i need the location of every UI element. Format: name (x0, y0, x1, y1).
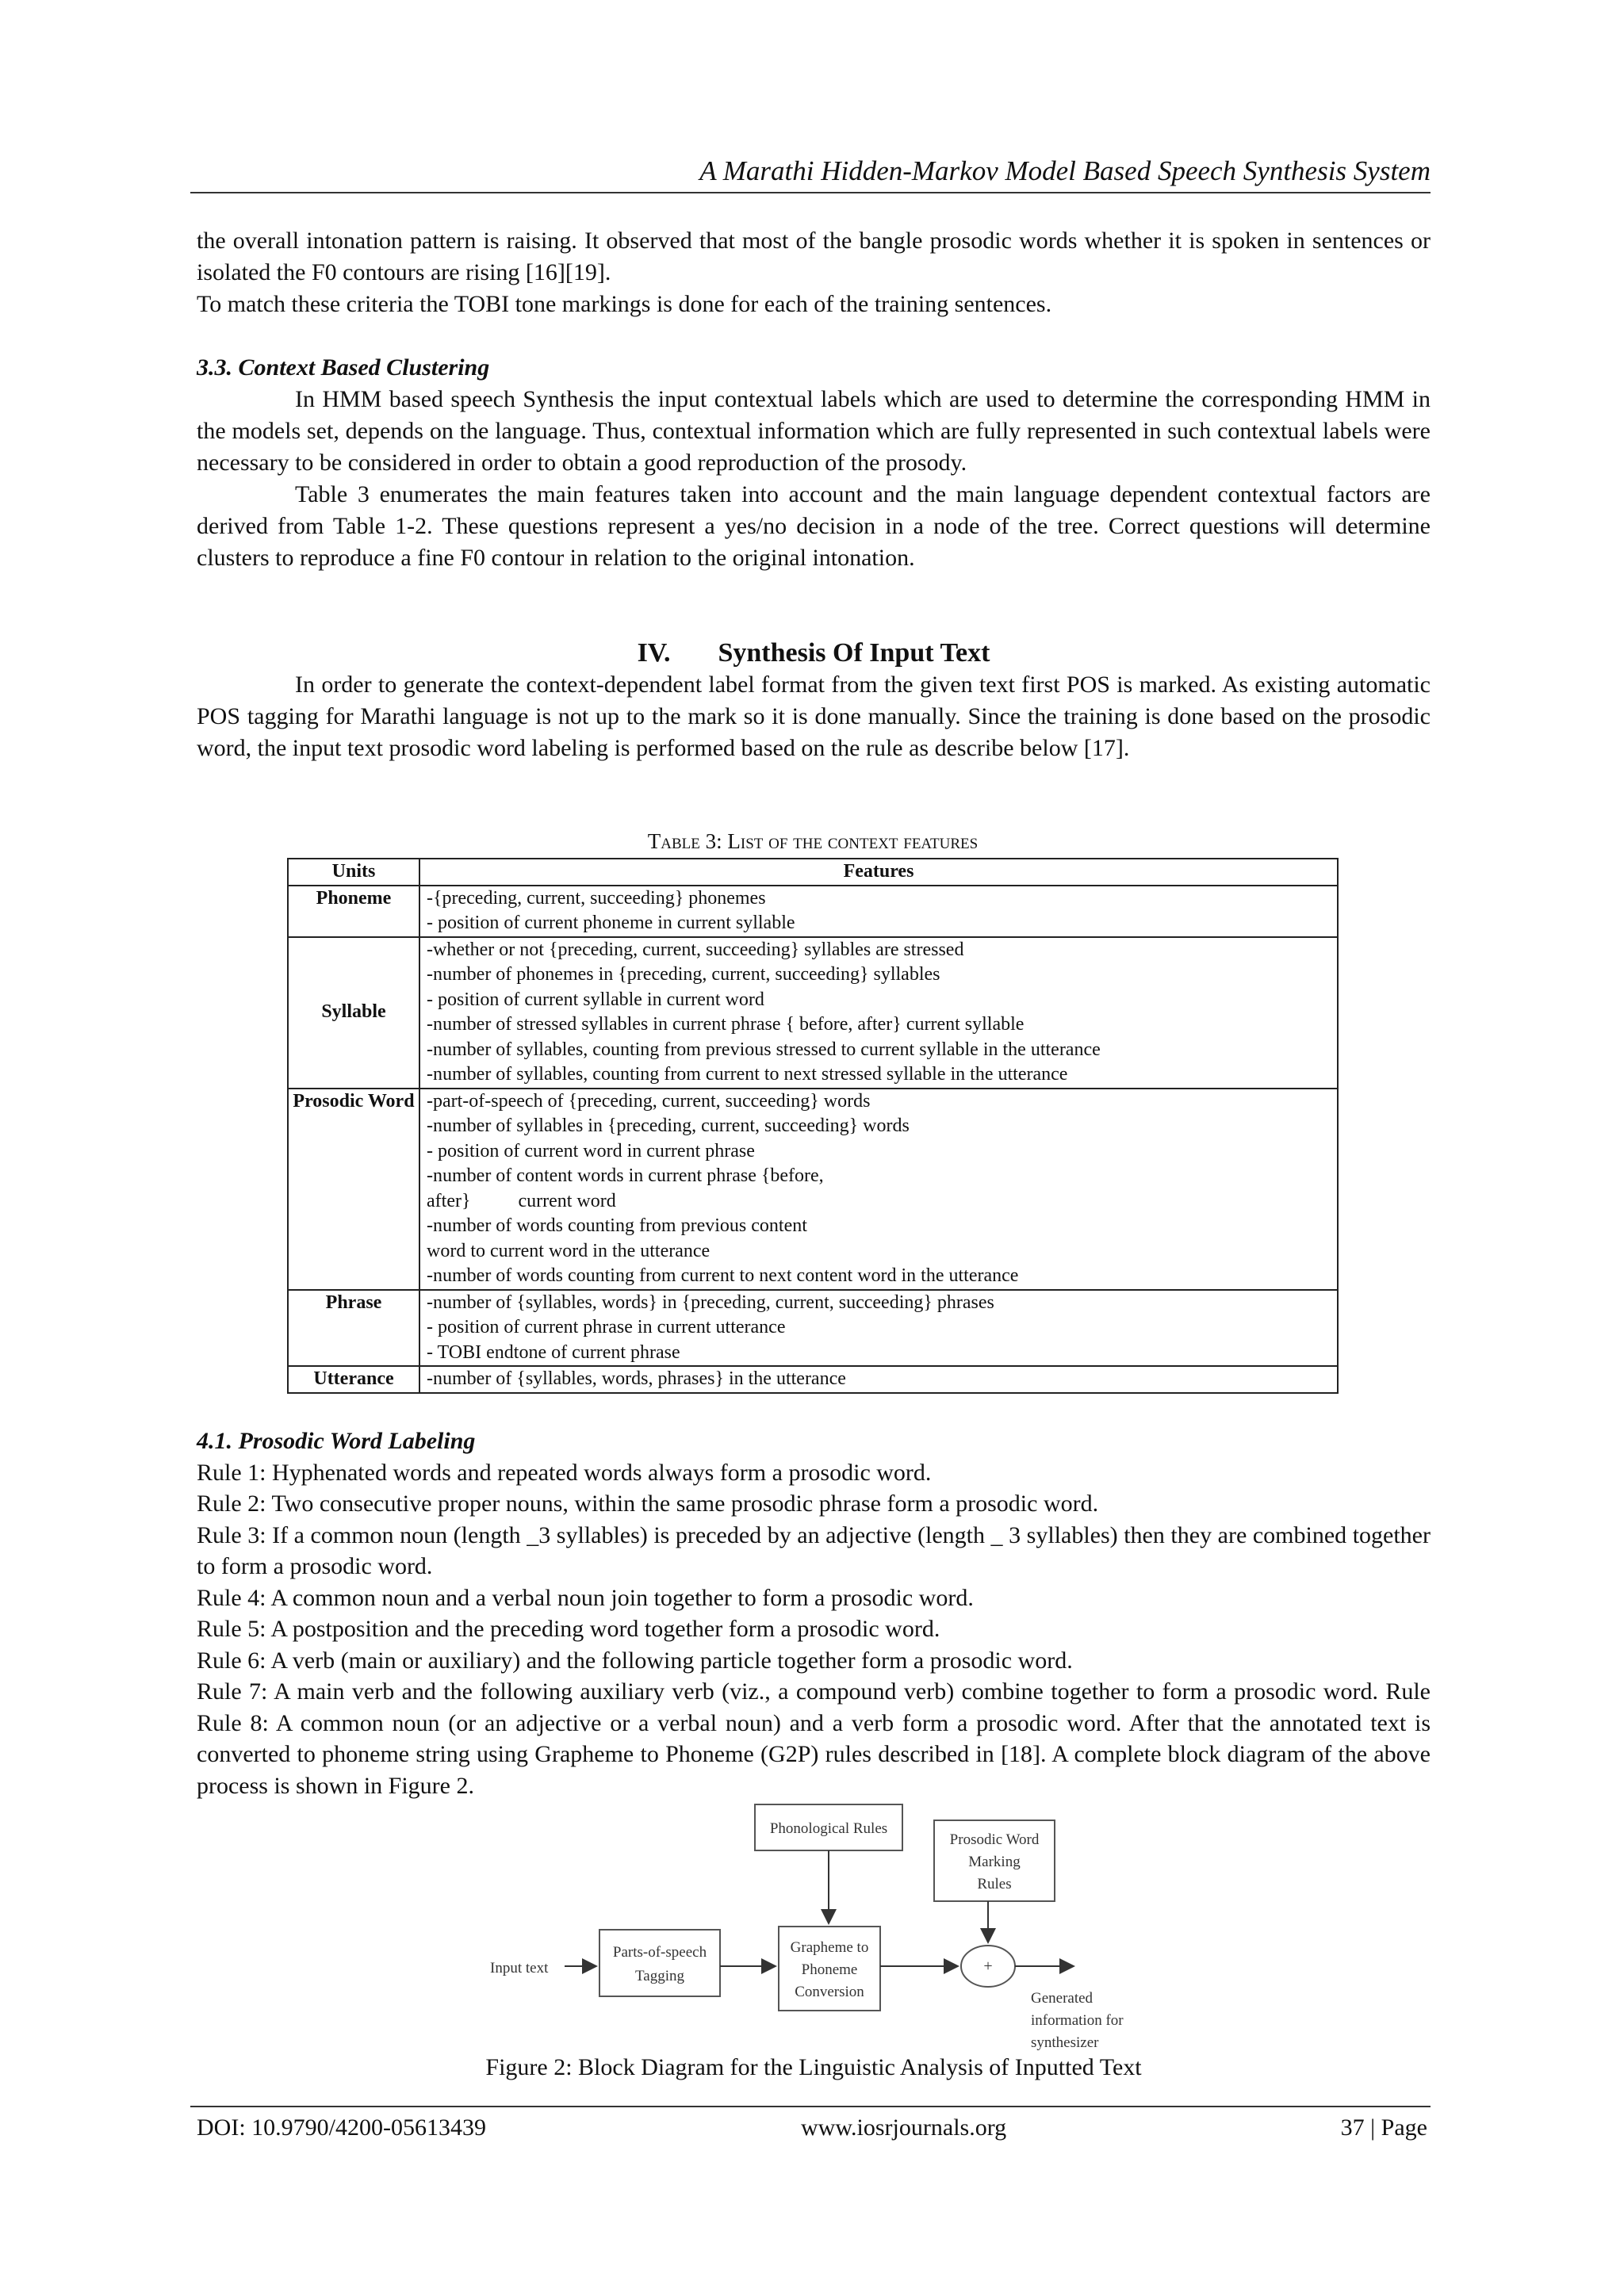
feature-line: -number of {syllables, words} in {preceding, current, succeeding} phrases (427, 1292, 994, 1313)
section-4-number: IV. (637, 638, 671, 668)
unit-label: Prosodic Word (293, 1090, 415, 1112)
features-cell (419, 886, 1338, 937)
rule-item: Rule 3: If a common noun (length _3 syllables) is preceded by an adjective (length _ 3 syllables) then they are combined together to form a prosodic word. (197, 1521, 1431, 1579)
section-3-3-paragraph-2: Table 3 enumerates the main features taken into account and the main language dependent contextual factors are derived from Table 1-2. These questions represent a yes/no decision in a node of the tree. Correct questions will determine clusters to reproduce a fine F0 contour in relation to the original intonation. (197, 481, 1431, 571)
section-4-1 (197, 1425, 1431, 1801)
intro-block (197, 225, 1431, 320)
rule-item: Rule 6: A verb (main or auxiliary) and the following particle together form a prosodic word. (197, 1647, 1073, 1674)
table-3-caption: Table 3: List of the context features (647, 829, 979, 853)
running-header: A Marathi Hidden-Markov Model Based Speech Synthesis System (699, 155, 1431, 186)
feature-line: -{preceding, current, succeeding} phonemes (427, 887, 766, 909)
table-row-utterance (288, 1366, 1338, 1393)
header-divider (190, 192, 1431, 193)
output-label-3: synthesizer (1031, 2034, 1099, 2051)
features-cell (419, 1366, 1338, 1393)
input-text-label: Input text (490, 1960, 549, 1976)
figure-2-caption: Figure 2: Block Diagram for the Linguistic Analysis of Inputted Text (485, 2054, 1142, 2080)
prosodic-marking-label-3: Rules (977, 1876, 1012, 1892)
prosodic-marking-label-1: Prosodic Word (949, 1831, 1040, 1848)
rule-item: Rule 2: Two consecutive proper nouns, within the same prosodic phrase form a prosodic word. (197, 1490, 1099, 1517)
section-4-paragraph-1: In order to generate the context-dependent label format from the given text first POS is marked. As existing automatic POS tagging for Marathi language is not up to the mark so it is done manually. Since the training is done based on the prosodic word, the input text prosodic word labeling is performed based on the rule as describe below [17]. (197, 672, 1431, 761)
phonological-rules-label: Phonological Rules (769, 1820, 888, 1837)
table-row-syllable (288, 937, 1338, 1089)
section-3-3-paragraph-1: In HMM based speech Synthesis the input contextual labels which are used to determine the corresponding HMM in the models set, depends on the language. Thus, contextual information which are fully represented in such contextual labels were necessary to be considered in order to obtain a good reproduction of the prosody. (197, 386, 1431, 476)
unit-cell: Phrase (288, 1290, 419, 1367)
table-row-prosodic-word (288, 1089, 1338, 1290)
table-row-phoneme (288, 886, 1338, 937)
rule-item: Rule 7: A main verb and the following auxiliary verb (viz., a compound verb) combine together to form a prosodic word. Rule Rule 8: A common noun (or an adjective or a verbal noun) and a verb form a prosodic word. After that the annotated text is converted to phoneme string using Grapheme to Phoneme (G2P) rules described in [18]. A complete block diagram of the above process is shown in Figure 2. (197, 1678, 1431, 1799)
unit-cell: Syllable (288, 937, 419, 1089)
summing-node-plus: + (983, 1957, 993, 1975)
feature-line: - position of current word in current phrase (427, 1140, 755, 1161)
intro-paragraph: the overall intonation pattern is raising. It observed that most of the bangle prosodic words whether it is spoken in sentences or isolated the F0 contours are rising [16][19]. (197, 228, 1431, 285)
feature-line: - position of current phrase in current utterance (427, 1317, 786, 1337)
rule-item: Rule 1: Hyphenated words and repeated words always form a prosodic word. (197, 1459, 932, 1486)
prosodic-marking-label-2: Marking (968, 1854, 1021, 1870)
intro-paragraph-2: To match these criteria the TOBI tone markings is done for each of the training sentences. (197, 291, 1052, 317)
feature-line: - TOBI endtone of current phrase (427, 1341, 680, 1363)
features-cell (419, 937, 1338, 1089)
section-3-3-heading: 3.3. Context Based Clustering (197, 354, 490, 381)
feature-line: -number of stressed syllables in current phrase { before, after} current syllable (427, 1014, 1025, 1035)
section-4-1-heading: 4.1. Prosodic Word Labeling (197, 1428, 476, 1454)
pos-tagging-label-1: Parts-of-speech (612, 1944, 707, 1961)
section-4-title: Synthesis Of Input Text (718, 638, 990, 668)
feature-line: -number of {syllables, words, phrases} in the utterance (427, 1368, 846, 1389)
footer-page-number: 37 | Page (1340, 2114, 1427, 2141)
output-label-1: Generated (1031, 1990, 1094, 2007)
rule-item: Rule 4: A common noun and a verbal noun join together to form a prosodic word. (197, 1584, 974, 1611)
feature-line: -number of syllables in {preceding, current, succeeding} words (427, 1115, 910, 1136)
footer-divider (190, 2106, 1431, 2107)
feature-line: -part-of-speech of {preceding, current, succeeding} words (427, 1090, 871, 1112)
table-header-row (288, 859, 1338, 886)
section-4-body (197, 669, 1431, 764)
pos-tagging-label-2: Tagging (635, 1968, 684, 1984)
feature-line: -number of phonemes in {preceding, current, succeeding} syllables (427, 964, 940, 985)
feature-line: -number of words counting from current to next content word in the utterance (427, 1265, 1019, 1286)
feature-line: word to current word in the utterance (427, 1240, 710, 1261)
pos-tagging-box (599, 1930, 720, 1996)
unit-cell: Utterance (288, 1366, 419, 1393)
feature-line: -number of syllables, counting from current to next stressed syllable in the utterance (427, 1064, 1068, 1085)
g2p-label-2: Phoneme (801, 1961, 858, 1978)
output-label-2: information for (1031, 2012, 1124, 2029)
unit-cell: Phoneme (288, 886, 419, 937)
feature-line: -number of content words in current phrase {before, (427, 1165, 824, 1186)
rule-item: Rule 5: A postposition and the preceding word together form a prosodic word. (197, 1616, 940, 1642)
features-cell (419, 1089, 1338, 1290)
feature-line: - position of current phoneme in current syllable (427, 913, 795, 933)
features-column-header: Features (419, 859, 1338, 886)
table-row-phrase (288, 1290, 1338, 1367)
footer-doi: DOI: 10.9790/4200-05613439 (197, 2114, 486, 2141)
feature-line: -whether or not {preceding, current, succeeding} syllables are stressed (427, 939, 964, 960)
unit-cell (288, 1089, 419, 1290)
feature-line: -number of syllables, counting from previous stressed to current syllable in the utterance (427, 1039, 1101, 1060)
section-4-heading (197, 636, 1431, 671)
footer-website[interactable]: www.iosrjournals.org (801, 2114, 1007, 2141)
context-features-table (287, 858, 1339, 1394)
feature-line: after} current word (427, 1190, 616, 1211)
block-diagram (476, 1800, 1158, 2053)
g2p-label-1: Grapheme to (790, 1939, 869, 1956)
units-column-header: Units (288, 859, 419, 886)
section-3-3 (197, 352, 1431, 574)
feature-line: -number of words counting from previous content (427, 1215, 807, 1236)
g2p-label-3: Conversion (795, 1984, 864, 2000)
feature-line: - position of current syllable in current word (427, 989, 764, 1010)
features-cell (419, 1290, 1338, 1367)
